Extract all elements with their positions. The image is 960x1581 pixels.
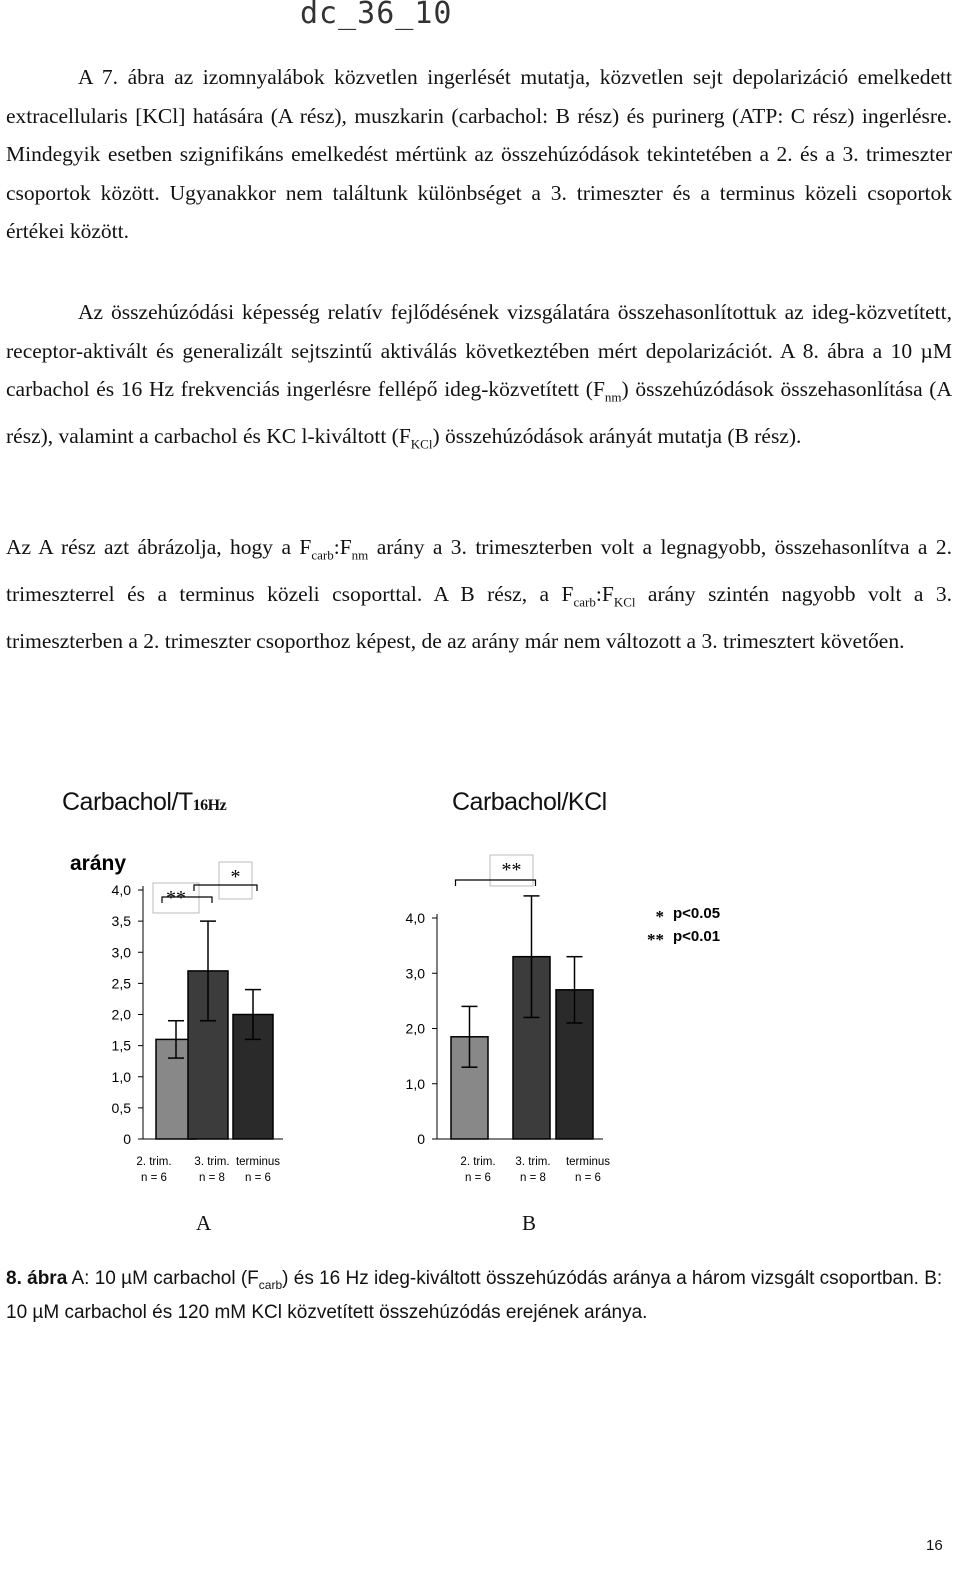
paragraph-3-text-4: :F bbox=[595, 581, 614, 606]
chart-a-tick-label: 4,0 bbox=[111, 882, 131, 898]
paragraph-2-text-1: Az összehúzódási képesség relatív fejlődésének vizsgálatára összehasonlítottuk az ideg-közvetített, receptor-aktivált és generalizált sejtszintű aktiválás következtében mért depolarizációt. A 8. ábra a 10 µM carbachol és 16 Hz frekvenciás ingerlésre fellépő ideg-közvetített (F bbox=[6, 300, 952, 401]
chart-a-category-label: 2. trim. bbox=[136, 1156, 172, 1168]
chart-b-category-label: 3. trim. bbox=[515, 1156, 551, 1168]
figure-caption bbox=[6, 1265, 946, 1327]
chart-a-tick-label: 1,0 bbox=[111, 1068, 131, 1085]
subscript-kcl: KCl bbox=[613, 594, 636, 610]
chart-a-category-label: 3. trim. bbox=[194, 1156, 230, 1168]
chart-b-tick-label: 4,0 bbox=[405, 910, 425, 926]
chart-a-n-label: n = 6 bbox=[245, 1172, 271, 1184]
paragraph-2-text-2: ) összehúzódások összehasonlítása (A rész), valamint a carbachol és KC l-kiváltott (F bbox=[6, 377, 952, 448]
chart-b-tick-label: 2,0 bbox=[405, 1020, 425, 1037]
chart-a-tick-label: 0 bbox=[123, 1131, 131, 1147]
figure-b-title: Carbachol/KCl bbox=[452, 788, 607, 816]
chart-b-legend-text: p<0.01 bbox=[673, 928, 721, 945]
subscript-kcl: KCl bbox=[410, 436, 433, 452]
chart-a-tick-label: 3,5 bbox=[111, 913, 131, 930]
caption-text-2: ) és 16 Hz ideg-kiváltott összehúzódás aránya a három vizsgált csoportban. B: 10 µM carbachol és 120 mM KCl közvetített összehúzódás erejének aránya. bbox=[6, 1268, 943, 1323]
chart-a-tick-label: 1,5 bbox=[111, 1037, 131, 1054]
chart-b-legend-text: p<0.05 bbox=[673, 905, 721, 922]
chart-a-tick-label: 0,5 bbox=[111, 1099, 131, 1116]
paragraph-2-text-3: ) összehúzódások arányát mutatja (B rész). bbox=[432, 423, 802, 448]
page-number: 16 bbox=[926, 1537, 943, 1554]
caption-label: 8. ábra bbox=[6, 1268, 68, 1289]
subscript-carb: carb bbox=[573, 594, 596, 610]
chart-b-tick-label: 1,0 bbox=[405, 1075, 425, 1092]
chart-a-n-label: n = 6 bbox=[141, 1172, 167, 1184]
chart-a-y-label: arány bbox=[70, 852, 127, 875]
chart-b-legend-symbol: ** bbox=[647, 930, 664, 949]
paragraph-3-text-3: arány a 3. trimeszterben volt a legnagyobb, összehasonlítva a 2. trimeszterrel és a terminus közeli csoporttal. A B rész, a F bbox=[6, 535, 953, 606]
chart-a-n-label: n = 8 bbox=[199, 1172, 225, 1184]
chart-a-significance-label: ** bbox=[166, 887, 186, 909]
chart-b-significance-bracket bbox=[456, 880, 536, 886]
chart-b-n-label: n = 8 bbox=[520, 1172, 546, 1184]
chart-b-significance-label: ** bbox=[501, 859, 522, 881]
chart-a-category-label: terminus bbox=[235, 1156, 281, 1168]
panel-letter-a: A bbox=[196, 1211, 212, 1235]
chart-b-legend-symbol: * bbox=[655, 907, 664, 926]
chart-b-tick-label: 3,0 bbox=[405, 965, 425, 982]
chart-b-category-label: terminus bbox=[565, 1156, 611, 1168]
paragraph-3-text-1: Az A rész azt ábrázolja, hogy a F bbox=[6, 535, 312, 559]
figure-a-title: Carbachol/T16Hz bbox=[62, 788, 227, 816]
paragraph-3-text-5: arány szintén nagyobb volt a 3. trimeszterben a 2. trimeszter csoporthoz képest, de az arány már nem változott a 3. trimesztert követően. bbox=[6, 581, 952, 653]
chart-a-significance-label: * bbox=[230, 866, 241, 888]
chart-a-tick-label: 3,0 bbox=[111, 944, 131, 961]
subscript-nm: nm bbox=[351, 547, 369, 563]
chart-a-tick-label: 2,0 bbox=[111, 1006, 131, 1023]
subscript-nm: nm bbox=[604, 389, 622, 405]
subscript-carb: carb bbox=[311, 547, 334, 563]
caption-text-1: A: 10 µM carbachol (F bbox=[67, 1268, 259, 1289]
chart-b-n-label: n = 6 bbox=[575, 1172, 601, 1184]
panel-letter-b: B bbox=[522, 1211, 537, 1235]
chart-a-tick-label: 2,5 bbox=[111, 975, 131, 992]
paragraph-1-text: A 7. ábra az izomnyalábok közvetlen ingerlését mutatja, közvetlen sejt depolarizáció emelkedett extracellularis [KCl] hatására (A rész), muszkarin (carbachol: B rész) és purinerg (ATP: C rész) ingerlésre. Mindegyik esetben szignifikáns emelkedést mértünk az összehúzódások tekintetében a 2. és a 3. trimeszter csoportok között. Ugyanakkor nem találtunk különbséget a 3. trimeszter és a terminus közeli csoportok értékei között. bbox=[6, 65, 952, 243]
document-code: dc_36_10 bbox=[300, 0, 453, 31]
chart-b-n-label: n = 6 bbox=[465, 1172, 491, 1184]
paragraph-3-text-2: :F bbox=[333, 535, 352, 559]
chart-b-tick-label: 0 bbox=[417, 1131, 425, 1147]
chart-a-significance-bracket bbox=[194, 885, 257, 891]
subscript-carb: carb bbox=[258, 1277, 283, 1292]
chart-b-category-label: 2. trim. bbox=[460, 1156, 496, 1168]
